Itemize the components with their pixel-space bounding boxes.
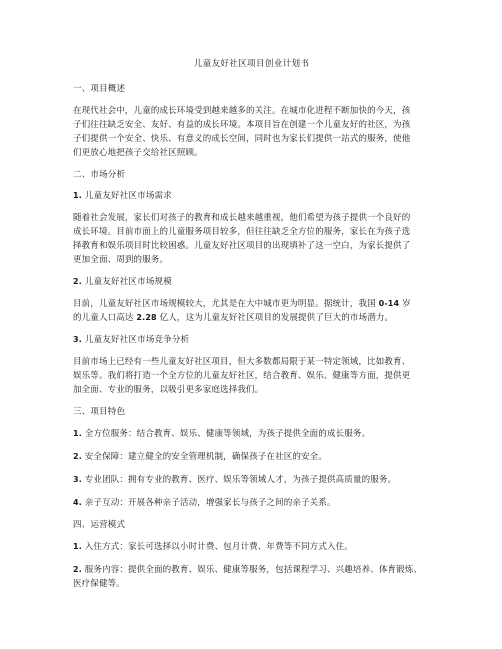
list-number: 2. — [73, 565, 82, 574]
document-title: 儿童友好社区项目创业计划书 — [193, 59, 310, 69]
subheading-text: 儿童友好社区市场竞争分析 — [84, 335, 190, 345]
list-number: 3. — [73, 335, 83, 344]
paragraph-line — [73, 563, 430, 577]
list-number: 2. — [73, 277, 83, 286]
paragraph-line: 们更放心地把孩子交给社区照顾。 — [73, 148, 203, 158]
subheading-text: 儿童友好社区市场需求 — [84, 191, 172, 201]
paragraph-line: 医疗保健等。 — [73, 579, 125, 589]
text-run: 亿人，这为儿童友好社区项目的发展提供了巨大的市场潜力。 — [159, 313, 394, 323]
feature-item — [73, 473, 430, 487]
section-heading-overview: 一、项目概述 — [73, 84, 126, 94]
feature-item — [73, 450, 430, 464]
feature-text: 专业团队：拥有专业的教育、医疗、娱乐等领域人才，为孩子提供高质量的服务。 — [84, 475, 397, 485]
text-run: 的儿童人口高达 — [73, 313, 134, 323]
paragraph-line: 子们提供一个安全、快乐、有意义的成长空间，同时也为家长们提供一站式的服务，使他 — [73, 134, 411, 144]
paragraph-line: 择教育和娱乐项目时比较困惑。儿童友好社区项目的出现填补了这一空白，为家长提供了 — [73, 241, 411, 251]
operation-text: 入住方式：家长可选择以小时计费、包月计费、年费等不同方式入住。 — [84, 542, 353, 552]
overview-paragraph — [73, 104, 430, 160]
feature-text: 全方位服务：结合教育、娱乐、健康等领域，为孩子提供全面的成长服务。 — [84, 429, 371, 439]
market-demand-paragraph — [73, 211, 430, 267]
competition-paragraph — [73, 355, 430, 397]
paragraph-line: 在现代社会中，儿童的成长环境受到越来越多的关注。在城市化进程不断加快的今天，孩 — [73, 106, 411, 116]
section-heading-market: 二、市场分析 — [73, 170, 126, 180]
feature-item — [73, 427, 430, 441]
feature-item — [73, 496, 430, 510]
text-run: 目前，儿童友好社区市场规模较大，尤其是在大中城市更为明显。据统计，我国 — [73, 299, 376, 309]
operation-item — [73, 540, 430, 554]
list-number: 4. — [73, 498, 82, 507]
section-heading-features: 三、项目特色 — [73, 407, 126, 417]
population-figure: 2.28 — [136, 313, 157, 322]
paragraph-line: 子们往往缺乏安全、友好、有益的成长环境。本项目旨在创建一个儿童友好的社区，为孩 — [73, 120, 411, 130]
paragraph-line: 随着社会发展，家长们对孩子的教育和成长越来越重视，他们希望为孩子提供一个良好的 — [73, 213, 411, 223]
market-size-paragraph — [73, 297, 430, 325]
list-number: 1. — [73, 429, 82, 438]
paragraph-line: 加全面、专业的服务，以吸引更多家庭选择我们。 — [73, 385, 264, 395]
subheading-competition — [73, 334, 430, 346]
feature-text: 亲子互动：开展各种亲子活动，增强家长与孩子之间的亲子关系。 — [84, 498, 336, 508]
list-number: 3. — [73, 475, 82, 484]
operation-item — [73, 563, 430, 591]
age-range: 0-14 — [378, 299, 400, 308]
feature-text: 安全保障：建立健全的安全管理机制，确保孩子在社区的安全。 — [84, 452, 327, 462]
paragraph-line: 成长环境。目前市面上的儿童服务项目较多，但往往缺乏全方位的服务，家长在为孩子选 — [73, 227, 411, 237]
paragraph-line — [73, 311, 430, 325]
subheading-text: 儿童友好社区市场规模 — [84, 277, 172, 287]
list-number: 2. — [73, 452, 82, 461]
paragraph-line — [73, 297, 430, 311]
operation-text: 服务内容：提供全面的教育、娱乐、健康等服务，包括课程学习、兴趣培养、体育锻炼、 — [84, 565, 423, 575]
paragraph-line: 目前市场上已经有一些儿童友好社区项目，但大多数都局限于某一特定领域，比如教育、 — [73, 357, 411, 367]
list-number: 1. — [73, 542, 82, 551]
subheading-market-size — [73, 276, 430, 288]
list-number: 1. — [73, 191, 83, 200]
section-heading-operations: 四、运营模式 — [73, 520, 126, 530]
subheading-market-demand — [73, 190, 430, 202]
paragraph-line: 娱乐等。我们将打造一个全方位的儿童友好社区，结合教育、娱乐、健康等方面，提供更 — [73, 371, 411, 381]
paragraph-line: 更加全面、周到的服务。 — [73, 255, 169, 265]
text-run: 岁 — [402, 299, 411, 309]
